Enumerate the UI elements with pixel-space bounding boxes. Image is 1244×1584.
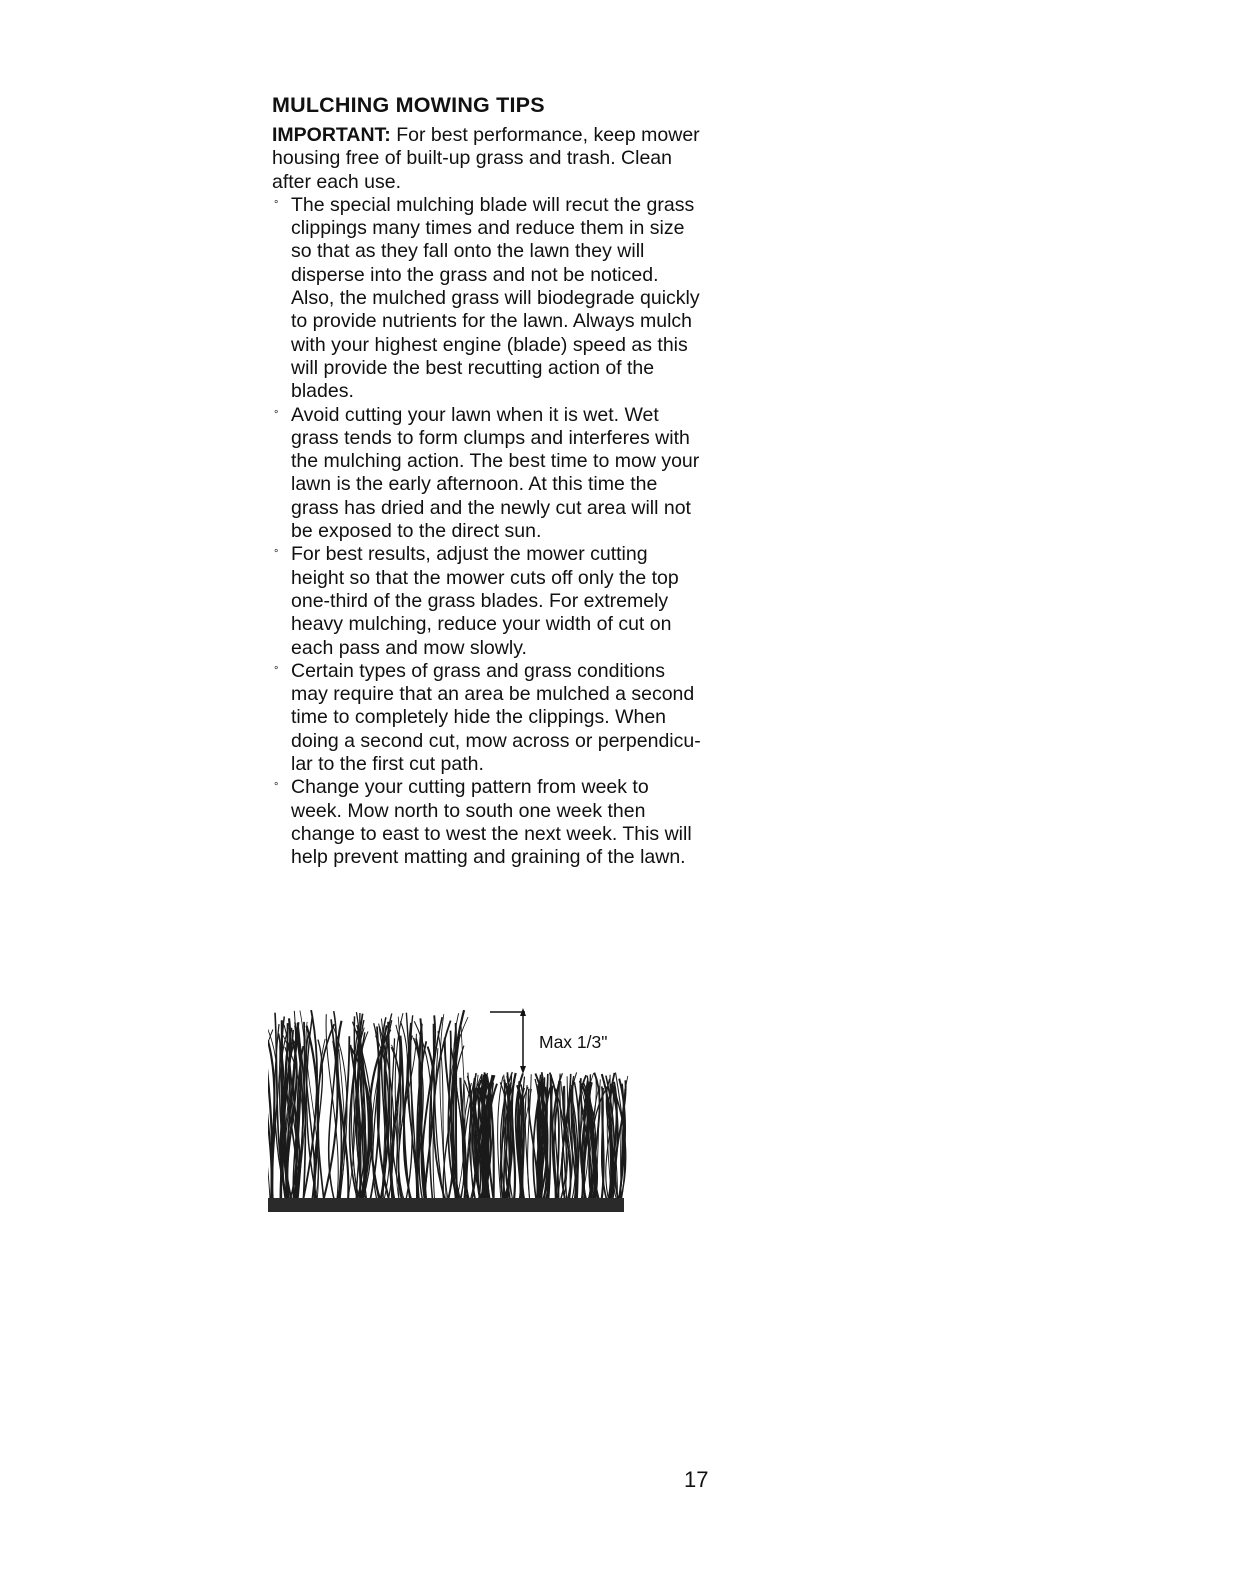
grass-blade <box>329 1011 337 1202</box>
grass-blade <box>512 1073 516 1202</box>
important-label: IMPORTANT: <box>272 124 391 146</box>
tip-text: Change your cutting pattern from week to week. Mow north to south one week then change to east to west the next week. This will help prevent matting and graining of the lawn. <box>291 776 692 869</box>
list-item <box>272 776 702 869</box>
list-item <box>272 404 702 544</box>
bullet-icon: ° <box>274 548 279 561</box>
grass-illustration-svg <box>268 1002 708 1222</box>
bullet-icon: ° <box>274 664 279 677</box>
list-item <box>272 660 702 776</box>
tips-section <box>272 92 702 870</box>
tips-list <box>272 194 702 870</box>
grass-cutting-height-illustration <box>268 1002 708 1222</box>
tip-text: For best results, adjust the mower cutting height so that the mower cuts off only the top one-third of the grass blades. For extremely heavy mulching, reduce your width of cut on each pass and mow slowly. <box>291 543 679 659</box>
tip-text: Certain types of grass and grass conditions may require that an area be mulched a second time to completely hide the clippings. When doing a second cut, mow across or perpendicu-lar to the first cut path. <box>291 659 701 776</box>
tip-text: The special mulching blade will recut the grass clippings many times and reduce them in size so that as they fall onto the lawn they will disperse into the grass and not be noticed. Also, the mulched grass will biodegrade quickly to provide nutrients for the lawn. Always mulch with your highest engine (blade) speed as this will provide the best recutting action of the blades. <box>291 193 700 403</box>
cut-grass-icon <box>460 1072 627 1202</box>
bullet-icon: ° <box>274 408 279 421</box>
important-note <box>272 124 702 194</box>
uncut-grass-icon <box>268 1010 468 1202</box>
soil-band <box>268 1198 624 1212</box>
important-text: For best performance, keep mower housing free of built-up grass and trash. Clean after each use. <box>272 124 700 193</box>
tip-text: Avoid cutting your lawn when it is wet. Wet grass tends to form clumps and interferes with the mulching action. The best time to mow your lawn is the early afternoon. At this time the grass has dried and the newly cut area will not be exposed to the direct sun. <box>291 403 700 543</box>
bullet-icon: ° <box>274 781 279 794</box>
list-item <box>272 543 702 659</box>
page-number: 17 <box>684 1467 709 1492</box>
list-item <box>272 194 702 404</box>
max-cut-label: Max 1/3" <box>539 1032 608 1052</box>
bullet-icon: ° <box>274 198 279 211</box>
height-bracket-icon <box>490 1008 526 1074</box>
section-heading: MULCHING MOWING TIPS <box>272 93 545 117</box>
